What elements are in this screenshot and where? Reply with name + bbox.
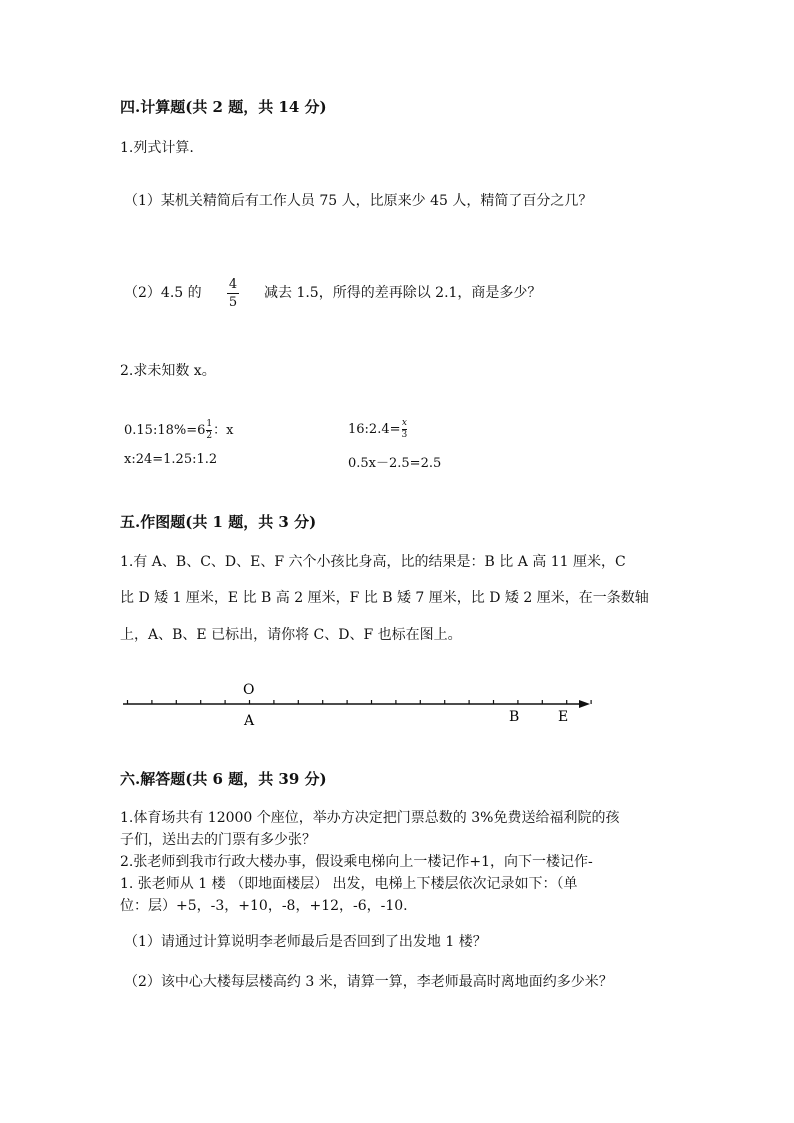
section4-heading: 四.计算题(共 2 题，共 14 分) (120, 98, 327, 116)
point-b-label: B (509, 709, 520, 725)
section5-q1-line3: 上，A、B、E 已标出，请你将 C、D、F 也标在图上。 (120, 627, 462, 643)
fraction-numerator: 4 (228, 277, 238, 292)
equation-3: x:24=1.25:1.2 (124, 452, 218, 467)
number-line (0, 675, 794, 735)
section6-heading: 六.解答题(共 6 题，共 39 分) (120, 770, 327, 788)
equation-1: $0.15:18\%=6\frac{1}{2}$：x (124, 419, 234, 441)
point-a-label: A (244, 713, 255, 729)
section6-q2: 2.张老师到我市行政大楼办事，假设乘电梯向上一楼记作+1，向下一楼记作- 1. 张老师从 1 楼 （即地面楼层） 出发，电梯上下楼层依次记录如下：（单 位：层）+5，-3，+10，-8，+12，-6，-10. (120, 854, 593, 914)
section4-q1-part2-after: 减去 1.5，所得的差再除以 2.1，商是多少？ (264, 285, 542, 301)
equation-4: 0.5x－2.5=2.5 (348, 456, 442, 471)
fraction-one-half: $\frac{1}{2}$ (206, 419, 213, 441)
section4-q1-part2-before: （2）4.5 的 (124, 285, 202, 301)
number-line-arrow (579, 700, 590, 708)
section5-q1-line1: 1.有 A、B、C、D、E、F 六个小孩比身高，比的结果是：B 比 A 高 11 厘米，C (120, 554, 626, 570)
section6-q1: 1.体育场共有 12000 个座位，举办方决定把门票总数的 3%免费送给福利院的孩 子们，送出去的门票有多少张？ (120, 810, 620, 848)
section6-q2-sub2: （2）该中心大楼每层楼高约 3 米，请算一算，李老师最高时离地面约多少米？ (124, 974, 613, 990)
origin-label: O (243, 682, 255, 698)
section4-q1-title: 1.列式计算. (120, 140, 194, 156)
section4-q2-title: 2.求未知数 x。 (120, 363, 216, 379)
section5-heading: 五.作图题(共 1 题，共 3 分) (120, 513, 317, 531)
fraction-x-over-3: $\frac{x}{3}$ (401, 418, 408, 440)
section5-q1-line2: 比 D 矮 1 厘米，E 比 B 高 2 厘米，F 比 B 矮 7 厘米，比 D 矮 2 厘米，在一条数轴 (120, 590, 649, 606)
fraction-four-fifths (227, 278, 239, 309)
equation-2: $16:2.4=\frac{x}{3}$ (348, 418, 408, 440)
section4-q1-part1: （1）某机关精简后有工作人员 75 人，比原来少 45 人，精简了百分之几？ (124, 193, 593, 209)
point-e-label: E (558, 709, 569, 725)
fraction-denominator: 5 (228, 295, 238, 310)
section6-q2-sub1: （1）请通过计算说明李老师最后是否回到了出发地 1 楼？ (124, 934, 487, 950)
